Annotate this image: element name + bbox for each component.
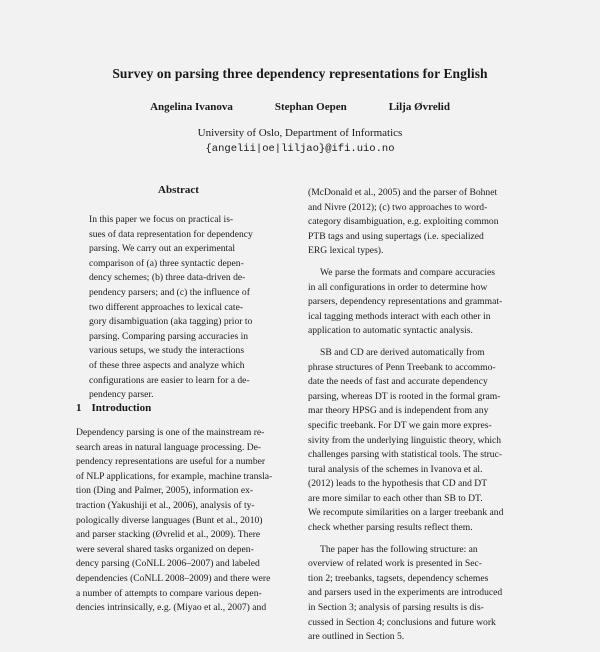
text-line: tural analysis of the schemes in Ivanova et al. bbox=[308, 463, 483, 475]
author-list bbox=[0, 101, 600, 113]
text-line: in Section 3; analysis of parsing results is dis- bbox=[308, 602, 484, 614]
text-line: date the needs of fast and accurate dependency bbox=[308, 376, 488, 388]
abstract-line: dency schemes; (b) three data-driven de- bbox=[89, 272, 246, 284]
abstract-line: parsing. We carry out an experimental bbox=[89, 243, 236, 255]
paragraph bbox=[308, 346, 518, 536]
intro-line: a number of attempts to compare various depen- bbox=[76, 587, 262, 599]
text-line: in all configurations in order to determine how bbox=[308, 281, 488, 293]
text-line: ical tagging methods interact with each other in bbox=[308, 310, 491, 322]
abstract-line: In this paper we focus on practical is- bbox=[89, 214, 234, 225]
intro-line: were several shared tasks organized on depen- bbox=[76, 543, 254, 555]
text-line: parsers, dependency representations and grammat- bbox=[308, 296, 503, 308]
intro-line: and parser stacking (Øvrelid et al., 2009). There bbox=[76, 529, 261, 541]
text-line: (McDonald et al., 2005) and the parser of Bohnet bbox=[308, 187, 498, 198]
text-line: tion 2; treebanks, tagsets, dependency schemes bbox=[308, 572, 489, 584]
right-column-text bbox=[308, 186, 518, 652]
intro-line: dencies intrinsically, e.g. (Miyao et al., 2007) and bbox=[76, 602, 267, 614]
text-line: PTB tags and using supertags (i.e. specialized bbox=[308, 230, 484, 242]
abstract-line: of these three aspects and analyze which bbox=[89, 359, 245, 371]
paragraph bbox=[308, 543, 518, 645]
text-line: cussed in Section 4; conclusions and future work bbox=[308, 616, 496, 628]
abstract-line: parsing. Comparing parsing accuracies in bbox=[89, 330, 249, 342]
abstract-line: various setups, we study the interactions bbox=[89, 345, 245, 357]
section-heading bbox=[76, 402, 151, 414]
text-line: ERG lexical types). bbox=[308, 245, 384, 257]
intro-line: pendency representations are useful for a number bbox=[76, 456, 266, 468]
affiliation: University of Oslo, Department of Informatics bbox=[197, 127, 403, 139]
text-line: SB and CD are derived automatically from bbox=[320, 346, 485, 358]
intro-line: of NLP applications, for example, machine transla- bbox=[76, 470, 273, 482]
text-line: and Nivre (2012); (c) two approaches to word- bbox=[308, 201, 488, 213]
intro-line: dependencies (CoNLL 2008–2009) and there were bbox=[76, 572, 271, 584]
abstract-line: gory disambiguation (aka tagging) prior to bbox=[89, 316, 253, 328]
text-line: challenges parsing with statistical tools. The struc- bbox=[308, 449, 503, 461]
intro-line: traction (Yakushiji et al., 2006), analysis of ty- bbox=[76, 499, 255, 511]
text-line: mar theory HPSG and is independent from any bbox=[308, 405, 489, 417]
paragraph bbox=[308, 186, 518, 259]
intro-line: tion (Ding and Palmer, 2005), information ex- bbox=[76, 485, 254, 497]
introduction-text bbox=[76, 426, 282, 616]
author-name: Stephan Oepen bbox=[274, 101, 347, 113]
author-name: Lilja Øvrelid bbox=[388, 101, 450, 113]
paper-title: Survey on parsing three dependency representations for English bbox=[112, 66, 488, 81]
text-line: check whether parsing results reflect them. bbox=[308, 522, 473, 534]
section-number: 1 bbox=[76, 402, 82, 414]
intro-line: search areas in natural language processing. De- bbox=[76, 441, 262, 453]
abstract-line: pendency parser. bbox=[89, 389, 154, 401]
author-name: Angelina Ivanova bbox=[150, 101, 233, 113]
text-line: (2012) leads to the hypothesis that CD and DT bbox=[308, 478, 488, 490]
text-line: are more similar to each other than SB to DT. bbox=[308, 492, 483, 504]
abstract-line: comparison of (a) three syntactic depen- bbox=[89, 257, 244, 269]
abstract-line: configurations are easier to learn for a de- bbox=[89, 374, 250, 386]
text-line: We recompute similarities on a larger treebank and bbox=[308, 507, 504, 519]
section-title: Introduction bbox=[91, 402, 152, 414]
intro-line: Dependency parsing is one of the mainstream re- bbox=[76, 427, 265, 438]
text-line: overview of related work is presented in Sec- bbox=[308, 558, 482, 570]
text-line: phrase structures of Penn Treebank to accommo- bbox=[308, 361, 496, 373]
abstract-line: sues of data representation for dependency bbox=[89, 228, 253, 240]
text-line: and parsers used in the experiments are introduced bbox=[308, 587, 503, 599]
text-line: We parse the formats and compare accuracies bbox=[320, 266, 496, 278]
text-line: category disambiguation, e.g. exploiting common bbox=[308, 216, 499, 228]
text-line: specific treebank. For DT we gain more expres- bbox=[308, 419, 492, 431]
text-line: parsing, whereas DT is rooted in the formal gram- bbox=[308, 390, 501, 402]
abstract-text bbox=[89, 213, 273, 403]
abstract-line: two different approaches to lexical cate- bbox=[89, 301, 244, 313]
text-line: are outlined in Section 5. bbox=[308, 631, 405, 643]
abstract-heading: Abstract bbox=[158, 184, 199, 196]
text-line: sivity from the underlying linguistic theory, which bbox=[308, 434, 502, 446]
intro-line: pologically diverse languages (Bunt et al., 2010) bbox=[76, 514, 263, 526]
paragraph bbox=[308, 266, 518, 339]
intro-line: dency parsing (CoNLL 2006–2007) and labeled bbox=[76, 558, 260, 570]
affiliation-block bbox=[0, 125, 600, 157]
email-address: {angelii|oe|liljao}@ifi.uio.no bbox=[205, 143, 395, 155]
text-line: The paper has the following structure: an bbox=[320, 543, 478, 555]
text-line: application to automatic syntactic analysis. bbox=[308, 325, 473, 337]
abstract-line: pendency parsers; and (c) the influence of bbox=[89, 286, 250, 298]
